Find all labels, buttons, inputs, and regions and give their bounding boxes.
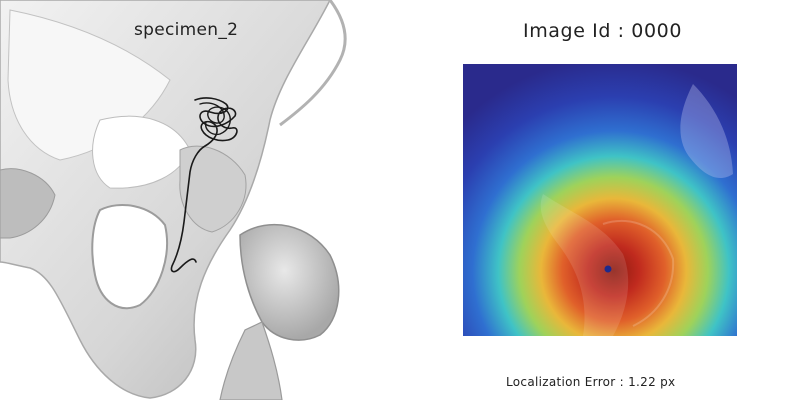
localization-error-label: Localization Error : 1.22 px: [506, 375, 676, 389]
heatmap-panel: [463, 64, 737, 336]
heatmap-image: [463, 64, 737, 336]
landmark-dot-icon: [605, 266, 612, 273]
femur-shaft: [220, 322, 282, 400]
femur-head: [240, 225, 339, 340]
image-id-title: Image Id : 0000: [523, 20, 683, 42]
specimen-label: specimen_2: [134, 20, 239, 40]
